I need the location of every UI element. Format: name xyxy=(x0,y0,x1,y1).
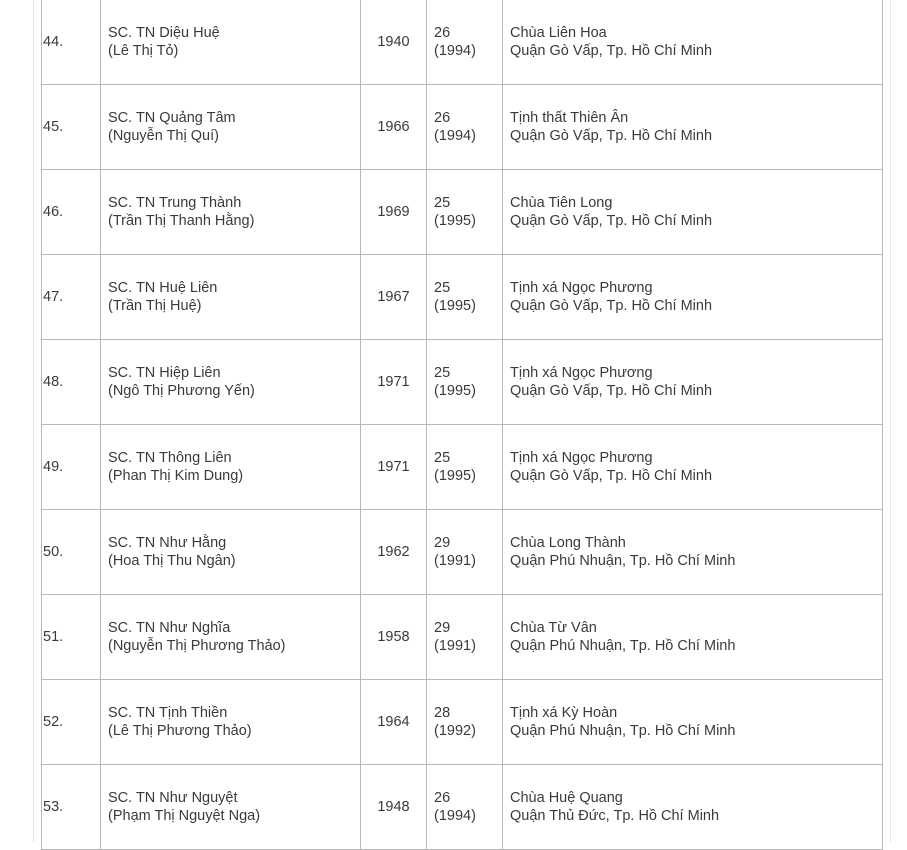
vassa-count: 25 xyxy=(434,450,451,466)
vassa-year: (1994) xyxy=(434,808,476,824)
district: Quận Gò Vấp, Tp. Hồ Chí Minh xyxy=(510,468,713,484)
temple-name: Chùa Tiên Long xyxy=(510,195,613,211)
table-row xyxy=(42,255,883,340)
birth-year-cell xyxy=(361,0,427,85)
birth-year-cell xyxy=(361,595,427,680)
birth-year: 1962 xyxy=(377,544,410,560)
row-number-text: 52. xyxy=(43,714,64,730)
dharma-name: SC. TN Trung Thành xyxy=(108,195,242,211)
table-row xyxy=(42,425,883,510)
vassa-cell xyxy=(427,0,503,85)
temple-name: Tịnh xá Ngọc Phương xyxy=(510,365,653,381)
dharma-name: SC. TN Như Hằng xyxy=(108,535,227,551)
district: Quận Gò Vấp, Tp. Hồ Chí Minh xyxy=(510,383,713,399)
place-cell xyxy=(503,765,883,850)
vassa-cell xyxy=(427,170,503,255)
table-row xyxy=(42,765,883,850)
name-cell xyxy=(101,255,361,340)
row-number xyxy=(42,85,101,170)
lay-name: (Phan Thị Kim Dung) xyxy=(108,468,244,484)
district: Quận Phú Nhuận, Tp. Hồ Chí Minh xyxy=(510,553,736,569)
table-row xyxy=(42,680,883,765)
birth-year: 1966 xyxy=(377,119,410,135)
birth-year-cell xyxy=(361,680,427,765)
place-cell xyxy=(503,510,883,595)
row-number xyxy=(42,425,101,510)
row-number-text: 53. xyxy=(43,799,64,815)
name-cell xyxy=(101,85,361,170)
temple-name: Tịnh xá Ngọc Phương xyxy=(510,280,653,296)
dharma-name: SC. TN Thông Liên xyxy=(108,450,232,466)
vassa-cell xyxy=(427,340,503,425)
name-cell xyxy=(101,765,361,850)
vassa-count: 25 xyxy=(434,365,451,381)
place-cell xyxy=(503,0,883,85)
row-number xyxy=(42,680,101,765)
place-cell xyxy=(503,425,883,510)
vassa-year: (1992) xyxy=(434,723,476,739)
lay-name: (Nguyễn Thị Quí) xyxy=(108,128,219,144)
birth-year: 1948 xyxy=(377,799,410,815)
row-number xyxy=(42,0,101,85)
vassa-year: (1995) xyxy=(434,213,476,229)
birth-year-cell xyxy=(361,340,427,425)
vassa-cell xyxy=(427,510,503,595)
place-cell xyxy=(503,255,883,340)
temple-name: Chùa Long Thành xyxy=(510,535,626,551)
vassa-cell xyxy=(427,765,503,850)
lay-name: (Phạm Thị Nguyệt Nga) xyxy=(108,808,261,824)
vassa-count: 25 xyxy=(434,280,451,296)
birth-year: 1971 xyxy=(377,374,410,390)
row-number-text: 51. xyxy=(43,629,64,645)
lay-name: (Lê Thị Tỏ) xyxy=(108,43,179,59)
vassa-year: (1994) xyxy=(434,43,476,59)
row-number xyxy=(42,170,101,255)
vassa-year: (1995) xyxy=(434,468,476,484)
temple-name: Chùa Từ Vân xyxy=(510,620,597,636)
table-row xyxy=(42,0,883,85)
table-row xyxy=(42,340,883,425)
place-cell xyxy=(503,340,883,425)
birth-year: 1971 xyxy=(377,459,410,475)
district: Quận Gò Vấp, Tp. Hồ Chí Minh xyxy=(510,298,713,314)
name-cell xyxy=(101,0,361,85)
name-cell xyxy=(101,340,361,425)
name-cell xyxy=(101,595,361,680)
district: Quận Thủ Đức, Tp. Hồ Chí Minh xyxy=(510,808,720,824)
vassa-count: 26 xyxy=(434,790,451,806)
birth-year-cell xyxy=(361,510,427,595)
district: Quận Phú Nhuận, Tp. Hồ Chí Minh xyxy=(510,638,736,654)
birth-year-cell xyxy=(361,255,427,340)
dharma-name: SC. TN Như Nguyệt xyxy=(108,790,238,806)
temple-name: Chùa Huệ Quang xyxy=(510,790,623,806)
roster-table xyxy=(41,0,883,850)
row-number xyxy=(42,510,101,595)
row-number-text: 49. xyxy=(43,459,64,475)
vassa-count: 26 xyxy=(434,25,451,41)
birth-year-cell xyxy=(361,85,427,170)
vassa-count: 26 xyxy=(434,110,451,126)
vassa-count: 29 xyxy=(434,620,451,636)
district: Quận Gò Vấp, Tp. Hồ Chí Minh xyxy=(510,213,713,229)
dharma-name: SC. TN Hiệp Liên xyxy=(108,365,221,381)
vassa-year: (1991) xyxy=(434,638,476,654)
row-number-text: 45. xyxy=(43,119,64,135)
vassa-count: 28 xyxy=(434,705,451,721)
place-cell xyxy=(503,85,883,170)
row-number-text: 44. xyxy=(43,34,64,50)
lay-name: (Nguyễn Thị Phương Thảo) xyxy=(108,638,286,654)
temple-name: Tịnh xá Ngọc Phương xyxy=(510,450,653,466)
lay-name: (Lê Thị Phương Thảo) xyxy=(108,723,252,739)
lay-name: (Trần Thị Huệ) xyxy=(108,298,202,314)
name-cell xyxy=(101,510,361,595)
row-number xyxy=(42,340,101,425)
district: Quận Phú Nhuận, Tp. Hồ Chí Minh xyxy=(510,723,736,739)
vassa-year: (1995) xyxy=(434,383,476,399)
birth-year: 1964 xyxy=(377,714,410,730)
vassa-cell xyxy=(427,680,503,765)
vassa-cell xyxy=(427,85,503,170)
temple-name: Tịnh xá Kỳ Hoàn xyxy=(510,705,618,721)
table-row xyxy=(42,85,883,170)
row-number xyxy=(42,255,101,340)
vassa-year: (1991) xyxy=(434,553,476,569)
birth-year: 1969 xyxy=(377,204,410,220)
birth-year-cell xyxy=(361,765,427,850)
vassa-count: 25 xyxy=(434,195,451,211)
row-number-text: 46. xyxy=(43,204,64,220)
name-cell xyxy=(101,170,361,255)
dharma-name: SC. TN Diệu Huệ xyxy=(108,25,220,41)
table-row xyxy=(42,170,883,255)
lay-name: (Hoa Thị Thu Ngân) xyxy=(108,553,236,569)
row-number xyxy=(42,765,101,850)
vassa-cell xyxy=(427,595,503,680)
birth-year: 1958 xyxy=(377,629,410,645)
row-number xyxy=(42,595,101,680)
dharma-name: SC. TN Quảng Tâm xyxy=(108,110,236,126)
dharma-name: SC. TN Tịnh Thiền xyxy=(108,705,228,721)
dharma-name: SC. TN Như Nghĩa xyxy=(108,620,231,636)
temple-name: Chùa Liên Hoa xyxy=(510,25,607,41)
dharma-name: SC. TN Huệ Liên xyxy=(108,280,218,296)
place-cell xyxy=(503,595,883,680)
birth-year-cell xyxy=(361,170,427,255)
birth-year: 1967 xyxy=(377,289,410,305)
vassa-count: 29 xyxy=(434,535,451,551)
row-number-text: 47. xyxy=(43,289,64,305)
table-row xyxy=(42,510,883,595)
place-cell xyxy=(503,680,883,765)
vassa-year: (1994) xyxy=(434,128,476,144)
district: Quận Gò Vấp, Tp. Hồ Chí Minh xyxy=(510,128,713,144)
temple-name: Tịnh thất Thiên Ân xyxy=(510,110,629,126)
row-number-text: 48. xyxy=(43,374,64,390)
birth-year-cell xyxy=(361,425,427,510)
name-cell xyxy=(101,425,361,510)
vassa-cell xyxy=(427,425,503,510)
table-row xyxy=(42,595,883,680)
lay-name: (Trần Thị Thanh Hằng) xyxy=(108,213,255,229)
row-number-text: 50. xyxy=(43,544,64,560)
vassa-year: (1995) xyxy=(434,298,476,314)
district: Quận Gò Vấp, Tp. Hồ Chí Minh xyxy=(510,43,713,59)
birth-year: 1940 xyxy=(377,34,410,50)
lay-name: (Ngô Thị Phương Yến) xyxy=(108,383,255,399)
vassa-cell xyxy=(427,255,503,340)
place-cell xyxy=(503,170,883,255)
name-cell xyxy=(101,680,361,765)
